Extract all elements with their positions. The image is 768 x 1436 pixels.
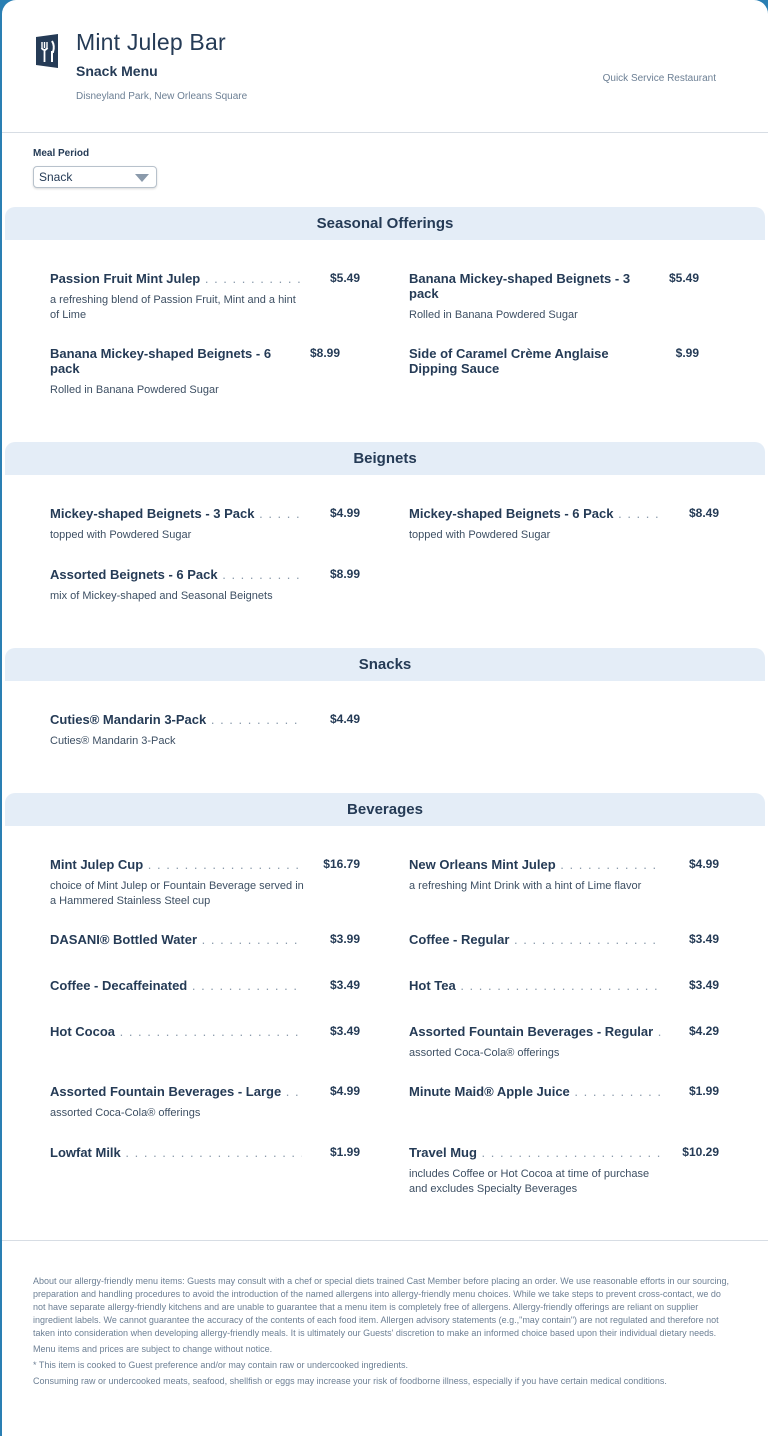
item-name: Mickey-shaped Beignets - 3 Pack . . . (50, 506, 302, 521)
item-price: $4.49 (329, 712, 360, 726)
menu-item (409, 1084, 719, 1099)
item-description: assorted Coca-Cola® offerings (50, 1107, 201, 1119)
menu-page (2, 0, 768, 1436)
item-description: Rolled in Banana Powdered Sugar (409, 309, 578, 321)
menu-item (50, 1084, 360, 1121)
item-name: Assorted Beignets - 6 Pack . . . (50, 567, 302, 582)
raw-food-warning: Consuming raw or undercooked meats, seafood, shellfish or eggs may increase your risk of foodborne illness, especially if you have certain medical conditions. (33, 1376, 667, 1386)
item-name: Cuties® Mandarin 3-Pack . . . (50, 712, 302, 727)
item-name: Mint Julep Cup . . . (50, 857, 302, 872)
menu-item (50, 932, 360, 947)
section-header-snacks: Snacks (5, 648, 765, 681)
item-price: $3.49 (329, 978, 360, 992)
item-description: assorted Coca-Cola® offerings (409, 1047, 560, 1059)
item-description: topped with Powdered Sugar (409, 529, 551, 541)
item-price: $1.99 (329, 1145, 360, 1159)
service-type: Quick Service Restaurant (602, 73, 716, 84)
item-price: $3.49 (688, 978, 719, 992)
menu-item (409, 271, 719, 323)
footer-divider (2, 1240, 768, 1241)
item-name: Travel Mug . . . (409, 1145, 661, 1160)
item-description: topped with Powdered Sugar (50, 529, 192, 541)
item-name: DASANI® Bottled Water . . . (50, 932, 302, 947)
item-price: $8.99 (329, 567, 360, 581)
menu-item (50, 506, 360, 543)
item-description: Cuties® Mandarin 3-Pack (50, 735, 176, 747)
location-text: Disneyland Park, New Orleans Square (76, 91, 248, 102)
item-name: Hot Cocoa . . . (50, 1024, 302, 1039)
item-description: choice of Mint Julep or Fountain Beverage served in a Hammered Stainless Steel cup (50, 880, 304, 907)
item-description: includes Coffee or Hot Cocoa at time of purchase and excludes Specialty Beverages (409, 1168, 650, 1195)
menu-item (50, 712, 360, 749)
item-name: Lowfat Milk . . . (50, 1145, 302, 1160)
section-header-beverages: Beverages (5, 793, 765, 826)
menu-item (409, 1024, 719, 1061)
meal-period-label: Meal Period (33, 148, 90, 159)
item-name: Assorted Fountain Beverages - Large . . . (50, 1084, 302, 1099)
item-price: $1.99 (688, 1084, 719, 1098)
item-name: Side of Caramel Crème Anglaise Dipping Sauce (409, 346, 609, 376)
item-price: $3.99 (329, 932, 360, 946)
menu-item (50, 978, 360, 993)
item-price: $8.49 (688, 506, 719, 520)
menu-item (50, 346, 360, 398)
footer-disclaimer (33, 1275, 733, 1391)
item-name: Coffee - Decaffeinated . . . (50, 978, 302, 993)
menu-item (409, 857, 719, 894)
menu-item (409, 932, 719, 947)
menu-item (50, 567, 360, 604)
page-header (2, 0, 768, 133)
menu-item (409, 1145, 719, 1197)
menu-item (50, 1145, 360, 1160)
item-price: $4.99 (329, 1084, 360, 1098)
item-name: Banana Mickey-shaped Beignets - 6 pack (50, 346, 272, 376)
allergy-note: About our allergy-friendly menu items: Guests may consult with a chef or special diets trained Cast Member before placing an order. We use reasonable efforts in our sourcing, preparation and handling procedures to avoid the introduction of the named allergens into allergy-friendly menu choices. While we take steps to prevent cross-contact, we do not have separate allergy-friendly kitchens and are unable to guarantee that a menu item is completely free of allergens. Allergy-friendly offerings are reliant on supplier ingredient labels. We cannot guarantee the accuracy of the contents of each food item. Allergen advisory statements (e.g.,"may contain") are not regulated and therefore not taken into consideration when developing allergy-friendly meals. It is ultimately our Guests' discretion to make an informed choice based upon their individual dietary needs. (33, 1276, 730, 1338)
menu-item (50, 857, 360, 909)
meal-period-value: Snack (39, 170, 73, 184)
item-price: $4.99 (329, 506, 360, 520)
menu-item (50, 1024, 360, 1039)
item-price: $16.79 (323, 857, 360, 871)
menu-item (50, 271, 360, 323)
item-name: Passion Fruit Mint Julep . . . (50, 271, 302, 286)
item-price: $10.29 (682, 1145, 719, 1159)
item-price: $3.49 (688, 932, 719, 946)
item-name: Mickey-shaped Beignets - 6 Pack . . . (409, 506, 661, 521)
item-description: a refreshing Mint Drink with a hint of Lime flavor (409, 880, 642, 892)
item-name: Coffee - Regular . . . (409, 932, 661, 947)
meal-period-select[interactable] (33, 166, 157, 188)
item-price: $5.49 (668, 271, 699, 285)
item-name: New Orleans Mint Julep . . . (409, 857, 661, 872)
item-description: Rolled in Banana Powdered Sugar (50, 384, 219, 396)
item-price: $5.49 (329, 271, 360, 285)
fork-knife-icon (32, 33, 62, 69)
item-name: Minute Maid® Apple Juice . . . (409, 1084, 661, 1099)
cooked-note: * This item is cooked to Guest preference and/or may contain raw or undercooked ingredients. (33, 1360, 409, 1370)
item-price: $4.29 (688, 1024, 719, 1038)
item-name: Hot Tea . . . (409, 978, 661, 993)
item-price: $4.99 (688, 857, 719, 871)
price-change-note: Menu items and prices are subject to change without notice. (33, 1344, 273, 1354)
item-description: a refreshing blend of Passion Fruit, Mint and a hint of Lime (50, 294, 296, 321)
item-name: Banana Mickey-shaped Beignets - 3 pack (409, 271, 631, 301)
item-price: $3.49 (329, 1024, 360, 1038)
menu-title: Snack Menu (76, 63, 158, 79)
chevron-down-icon (135, 174, 149, 182)
menu-item (409, 506, 719, 543)
item-price: $.99 (675, 346, 699, 360)
restaurant-name: Mint Julep Bar (76, 29, 226, 55)
item-price: $8.99 (309, 346, 340, 360)
section-header-beignets: Beignets (5, 442, 765, 475)
section-header-seasonal: Seasonal Offerings (5, 207, 765, 240)
item-name: Assorted Fountain Beverages - Regular . . . (409, 1024, 661, 1039)
item-description: mix of Mickey-shaped and Seasonal Beignets (50, 590, 273, 602)
menu-item (409, 346, 719, 376)
menu-item (409, 978, 719, 993)
